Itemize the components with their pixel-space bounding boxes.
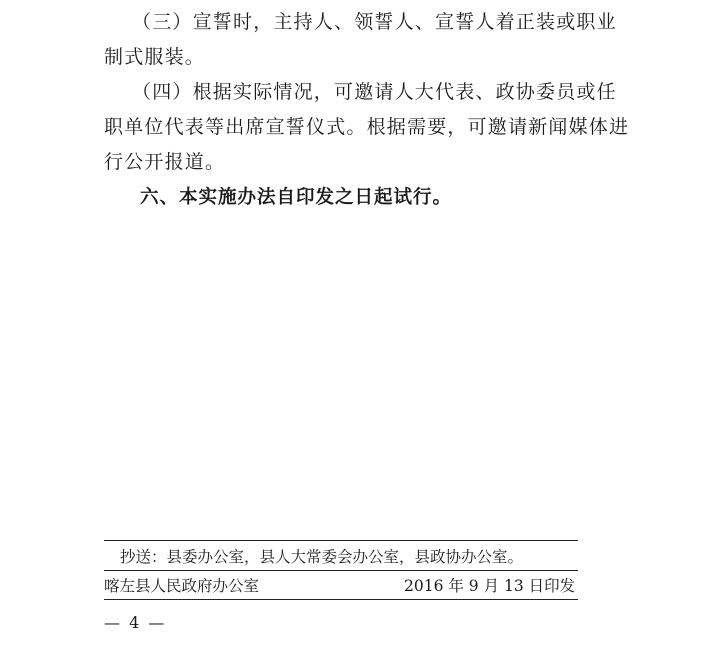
issuer-name: 喀左县人民政府办公室: [104, 577, 260, 595]
footer-top-rule: [104, 540, 578, 541]
paragraph-4-line-2: 职单位代表等出席宣誓仪式。根据需要，可邀请新闻媒体进: [104, 116, 630, 138]
issue-date: 2016 年 9 月 13 日印发: [404, 577, 576, 595]
paragraph-3-line-1: （三）宣誓时，主持人、领誓人、宣誓人着正装或职业: [132, 11, 617, 33]
footer-bottom-rule: [104, 599, 578, 600]
article-six-heading: 六、本实施办法自印发之日起试行。: [140, 187, 453, 208]
page-number: — 4 —: [104, 613, 167, 632]
paragraph-3-line-2: 制式服装。: [104, 46, 206, 68]
paragraph-4-line-3: 行公开报道。: [104, 151, 226, 173]
footer-middle-rule: [104, 570, 578, 571]
paragraph-4-line-1: （四）根据实际情况，可邀请人大代表、政协委员或任: [132, 81, 617, 103]
cc-line: 抄送：县委办公室，县人大常委会办公室，县政协办公室。: [120, 548, 524, 566]
